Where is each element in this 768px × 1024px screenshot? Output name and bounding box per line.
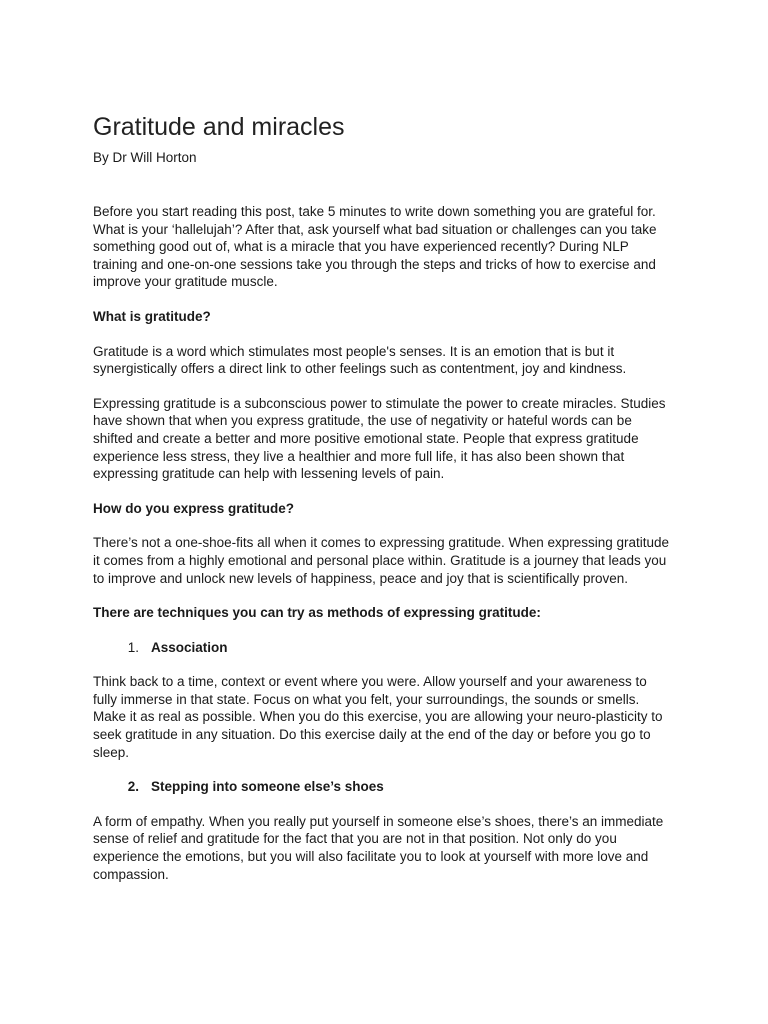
list-item bbox=[93, 639, 674, 657]
list-number: 2. bbox=[127, 779, 139, 795]
page-title: Gratitude and miracles bbox=[93, 113, 345, 141]
section-heading-techniques: There are techniques you can try as methods of expressing gratitude: bbox=[93, 605, 541, 621]
paragraph: Expressing gratitude is a subconscious power to stimulate the power to create miracles. Studies have shown that when you express gratitude, the use of negativity or hateful words can be shifted and create a better and more positive emotional state. People that express gratitude experience less stress, they live a healthier and more full life, it has also been shown that expressing gratitude can help with lessening levels of pain. bbox=[93, 395, 666, 482]
paragraph: A form of empathy. When you really put yourself in someone else’s shoes, there’s an immediate sense of relief and gratitude for the fact that you are not in that position. Not only do you experience the emotions, but you will also facilitate you to look at yourself with more love and compassion. bbox=[93, 813, 664, 882]
paragraph: Think back to a time, context or event where you were. Allow yourself and your awareness to fully immerse in that state. Focus on what you felt, your surroundings, the sounds or smells. Make it as real as possible. When you do this exercise, you are allowing your neuro-plasticity to seek gratitude in any situation. Do this exercise daily at the end of the day or before you go to sleep. bbox=[93, 674, 663, 760]
paragraph: Gratitude is a word which stimulates most people's senses. It is an emotion that is but it synergistically offers a direct link to other feelings such as contentment, joy and kindness. bbox=[93, 343, 627, 377]
paragraph: There’s not a one-shoe-fits all when it comes to expressing gratitude. When expressing gratitude it comes from a highly emotional and personal place within. Gratitude is a journey that leads you to improve and unlock new levels of happiness, peace and joy that is scientifically proven. bbox=[93, 535, 670, 586]
list-number: 1. bbox=[127, 639, 139, 655]
list-item bbox=[93, 778, 674, 796]
section-heading-how-express: How do you express gratitude? bbox=[93, 500, 295, 516]
intro-paragraph: Before you start reading this post, take 5 minutes to write down something you are grateful for. What is your ‘hallelujah’? After that, ask yourself what bad situation or challenges can you take something good out of, what is a miracle that you have experienced recently? During NLP training and one-on-one sessions take you through the steps and tricks of how to exercise and improve your gratitude muscle. bbox=[93, 204, 657, 290]
techniques-list-2 bbox=[93, 778, 674, 796]
techniques-list-1 bbox=[93, 639, 674, 657]
author-byline: By Dr Will Horton bbox=[93, 150, 197, 165]
section-heading-what-is-gratitude: What is gratitude? bbox=[93, 308, 211, 324]
list-item-label: Association bbox=[151, 639, 228, 655]
list-item-label: Stepping into someone else’s shoes bbox=[151, 779, 384, 795]
